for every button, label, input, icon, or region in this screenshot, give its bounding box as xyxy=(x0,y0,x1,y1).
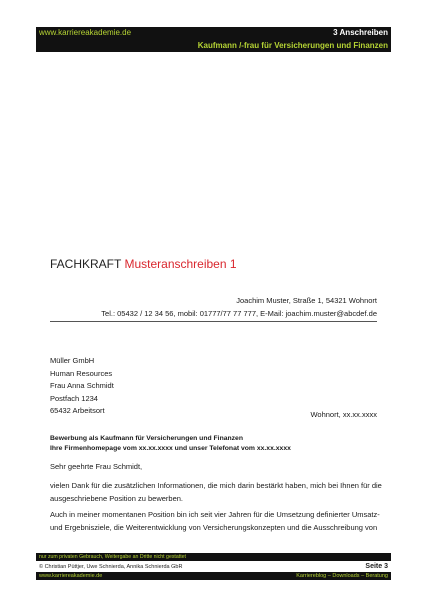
footer-site-link[interactable]: www.karriereakademie.de xyxy=(39,573,103,579)
footer-bar xyxy=(36,572,391,580)
subject-line-1: Bewerbung als Kaufmann für Versicherungen und Finanzen xyxy=(50,435,243,442)
header-bar xyxy=(36,27,391,39)
footer-notice: nur zum privaten Gebrauch, Weitergabe an Dritte nicht gestattet xyxy=(39,554,186,560)
header-site-link[interactable]: www.karriereakademie.de xyxy=(39,28,132,37)
paragraph-line: und Ergebnisziele, die Weiterentwicklung von Versicherungskonzepten und die Ausschreibung von xyxy=(50,522,378,532)
page-number: Seite 3 xyxy=(365,563,388,570)
subject-line-2: Ihre Firmenhomepage vom xx.xx.xxxx und unser Telefonat vom xx.xx.xxxx xyxy=(50,445,291,452)
recipient-contact-person: Frau Anna Schmidt xyxy=(50,381,114,390)
subject-line xyxy=(50,434,291,454)
recipient-city: 65432 Arbeitsort xyxy=(50,406,105,415)
footer-authors: © Christian Püttjer, Uwe Schnierda, Annika Schnierda GbR xyxy=(39,564,183,570)
paragraph-line: vielen Dank für die zusätzlichen Informationen, die mich darin bestärkt haben, mich bei Ihnen für die xyxy=(50,481,382,490)
recipient-postbox: Postfach 1234 xyxy=(50,393,98,403)
paragraph-line: Auch in meiner momentanen Position bin ich seit vier Jahren für die Umsetzung definierter Umsatz- xyxy=(50,510,380,519)
footer-blog-link[interactable]: Karriereblog – Downloads – Beratung xyxy=(296,573,388,579)
letter-date: Wohnort, xx.xx.xxxx xyxy=(310,410,377,419)
header-subtitle: Kaufmann /-frau für Versicherungen und Finanzen xyxy=(197,41,388,50)
recipient-address xyxy=(50,355,114,418)
title-accent: Musteranschreiben 1 xyxy=(124,257,237,271)
footer-notice-bar xyxy=(36,553,391,561)
salutation: Sehr geehrte Frau Schmidt, xyxy=(50,462,143,471)
page-title xyxy=(50,257,237,271)
recipient-department: Human Resources xyxy=(50,368,113,378)
sender-address: Joachim Muster, Straße 1, 54321 Wohnort xyxy=(236,296,377,305)
body-paragraph-2 xyxy=(50,509,380,534)
paragraph-line: ausgeschriebene Position zu bewerben. xyxy=(50,493,184,503)
sender-divider xyxy=(50,321,377,322)
footer-info xyxy=(36,562,391,572)
header-subtitle-bar xyxy=(36,39,391,52)
recipient-company: Müller GmbH xyxy=(50,356,95,365)
sender-contact: Tel.: 05432 / 12 34 56, mobil: 01777/77 77 777, E-Mail: joachim.muster@abcdef.de xyxy=(101,309,377,318)
header-section-label: 3 Anschreiben xyxy=(333,28,388,37)
body-paragraph-1 xyxy=(50,480,380,505)
title-prefix: FACHKRAFT xyxy=(50,257,122,271)
